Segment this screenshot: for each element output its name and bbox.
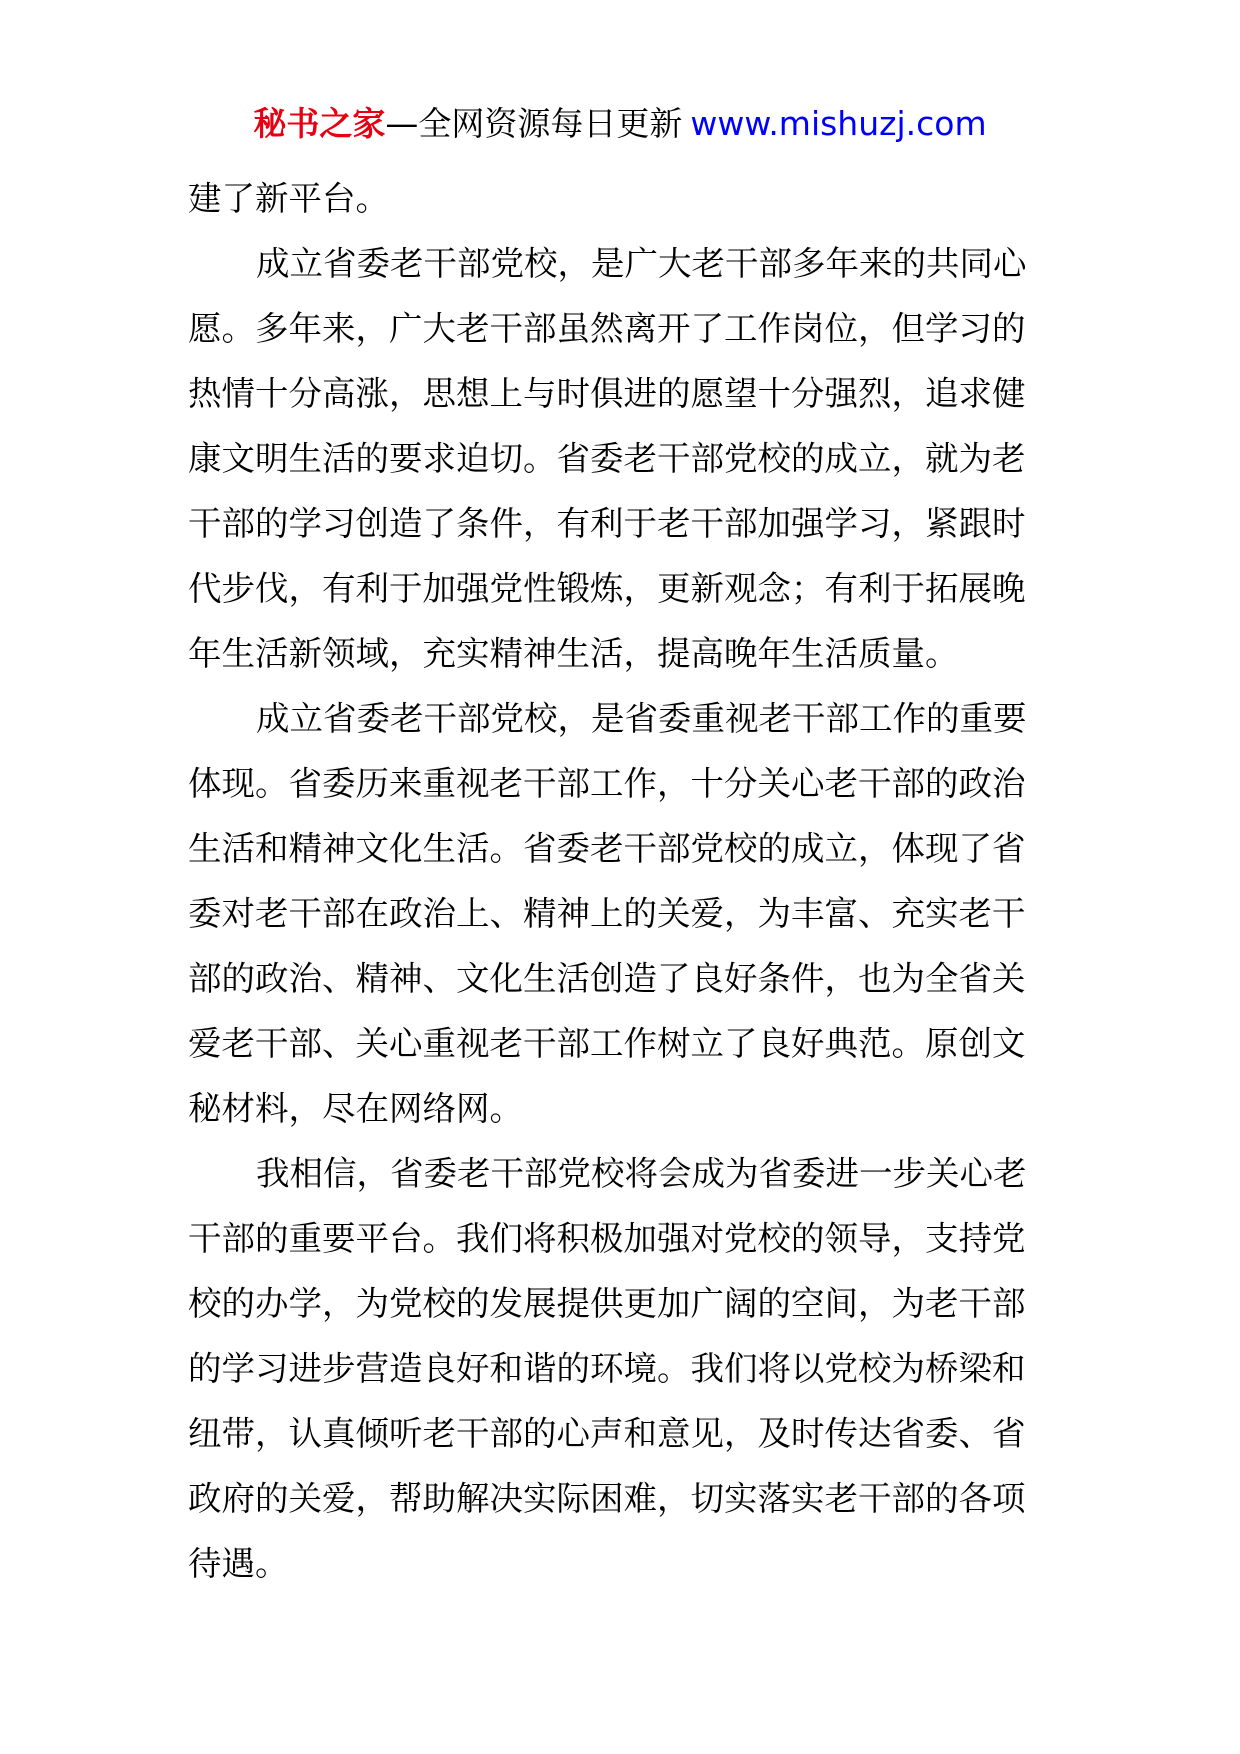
document-body [188, 166, 1054, 1596]
text-line: 成立省委老干部党校，是省委重视老干部工作的重要 [256, 699, 1027, 738]
text-line: 委对老干部在政治上、精神上的关爱，为丰富、充实老干 [188, 894, 1026, 933]
text-line: 体现。省委历来重视老干部工作，十分关心老干部的政治 [188, 764, 1026, 803]
site-header [0, 98, 1240, 150]
text-line: 成立省委老干部党校，是广大老干部多年来的共同心 [256, 244, 1027, 283]
text-line: 爱老干部、关心重视老干部工作树立了良好典范。原创文 [188, 1024, 1026, 1063]
paragraph [188, 686, 1054, 1141]
paragraph [188, 166, 1054, 231]
paragraph [188, 231, 1054, 686]
brand-name: 秘书之家 [253, 104, 386, 143]
text-line: 部的政治、精神、文化生活创造了良好条件，也为全省关 [188, 959, 1026, 998]
site-url-link[interactable]: www.mishuzj.com [690, 104, 987, 143]
paragraph [188, 1141, 1054, 1596]
text-line: 政府的关爱，帮助解决实际困难，切实落实老干部的各项 [188, 1479, 1026, 1518]
text-line: 生活和精神文化生活。省委老干部党校的成立，体现了省 [188, 829, 1026, 868]
text-line: 的学习进步营造良好和谐的环境。我们将以党校为桥梁和 [188, 1349, 1026, 1388]
text-line: 干部的学习创造了条件，有利于老干部加强学习，紧跟时 [188, 504, 1026, 543]
text-line: 干部的重要平台。我们将积极加强对党校的领导，支持党 [188, 1219, 1026, 1258]
header-tagline: —全网资源每日更新 [385, 104, 683, 143]
text-line: 纽带，认真倾听老干部的心声和意见，及时传达省委、省 [188, 1414, 1026, 1453]
text-line: 年生活新领域，充实精神生活，提高晚年生活质量。 [188, 634, 959, 673]
text-line: 代步伐，有利于加强党性锻炼，更新观念；有利于拓展晚 [188, 569, 1026, 608]
text-line: 我相信，省委老干部党校将会成为省委进一步关心老 [256, 1154, 1027, 1193]
text-line: 康文明生活的要求迫切。省委老干部党校的成立，就为老 [188, 439, 1026, 478]
text-line: 秘材料，尽在网络网。 [188, 1089, 523, 1128]
text-line: 待遇。 [188, 1544, 289, 1583]
text-line: 建了新平台。 [188, 179, 389, 218]
text-line: 愿。多年来，广大老干部虽然离开了工作岗位，但学习的 [188, 309, 1026, 348]
text-line: 校的办学，为党校的发展提供更加广阔的空间，为老干部 [188, 1284, 1026, 1323]
text-line: 热情十分高涨，思想上与时俱进的愿望十分强烈，追求健 [188, 374, 1026, 413]
